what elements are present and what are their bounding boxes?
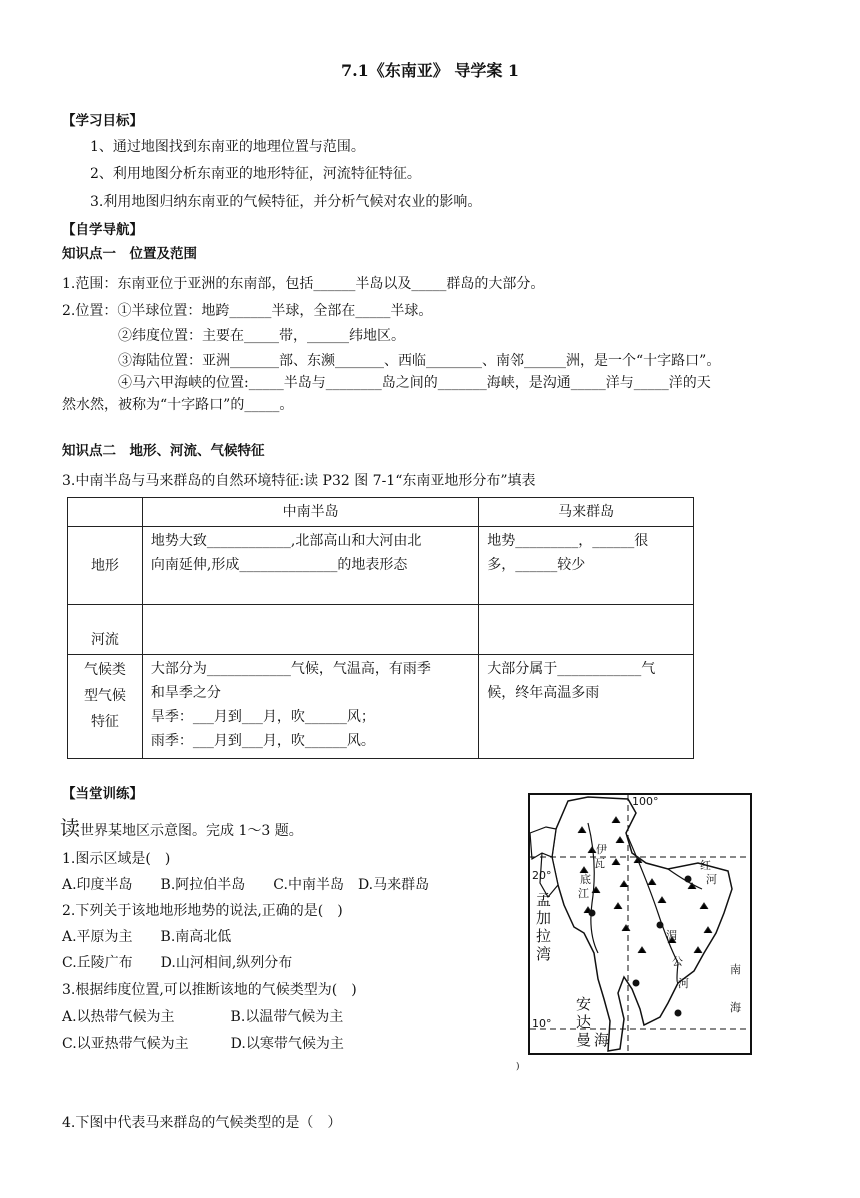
row-label: 气候类 型气候 特征 bbox=[68, 655, 143, 759]
question-line: C.以亚热带气候为主 D.以寒带气候为主 bbox=[62, 1036, 344, 1052]
col-header: 马来群岛 bbox=[479, 498, 694, 527]
question-line: C.丘陵广布 D.山河相间,纵列分布 bbox=[62, 955, 293, 971]
river-label: 江 bbox=[578, 887, 589, 900]
kp1-line: 然水然，被称为“十字路口”的_____。 bbox=[62, 397, 294, 413]
map-caption: ) bbox=[516, 1062, 520, 1072]
kp1-line: 2.位置：①半球位置：地跨______半球，全部在_____半球。 bbox=[62, 303, 433, 319]
question-line: 2.下列关于该地地形地势的说法,正确的是( ) bbox=[62, 903, 343, 919]
region-map bbox=[528, 793, 752, 1055]
kp2-intro: 3.中南半岛与马来群岛的自然环境特征:读 P32 图 7-1“东南亚地形分布”填表 bbox=[62, 473, 536, 489]
bay-label: 拉 bbox=[536, 927, 552, 945]
goal-item: 3.利用地图归纳东南亚的气候特征，并分析气候对农业的影响。 bbox=[90, 194, 482, 210]
question-line: 1.图示区域是( ) bbox=[62, 851, 171, 867]
kp1-line: ③海陆位置：亚洲_______部、东濒_______、西临________、南邻______洲，是一个“十字路口”。 bbox=[118, 353, 721, 369]
lon-label: 100° bbox=[632, 795, 659, 808]
goal-item: 1、通过地图找到东南亚的地理位置与范围。 bbox=[90, 139, 365, 155]
self-study-heading: 【自学导航】 bbox=[62, 222, 143, 238]
sea-label: 安 bbox=[576, 995, 592, 1013]
river-label: 河 bbox=[678, 977, 689, 990]
table-cell: 地势大致____________,北部高山和大河由北 向南延伸,形成______________的地表形态 bbox=[142, 527, 478, 605]
row-label: 河流 bbox=[68, 605, 143, 655]
river-label: 湄 bbox=[666, 929, 677, 942]
table-cell: 地势_________，______很 多，______较少 bbox=[479, 527, 694, 605]
kp1-line: ④马六甲海峡的位置:_____半岛与________岛之间的_______海峡，是沟通_____洋与_____洋的天 bbox=[118, 375, 711, 391]
kp1-line: ②纬度位置：主要在_____带，______纬地区。 bbox=[118, 328, 405, 344]
river-label: 伊 bbox=[596, 843, 607, 856]
question-line: A.印度半岛 B.阿拉伯半岛 C.中南半岛 D.马来群岛 bbox=[62, 877, 430, 893]
kp1-line: 1.范围：东南亚位于亚洲的东南部，包括______半岛以及_____群岛的大部分。 bbox=[62, 276, 545, 292]
bay-label: 湾 bbox=[536, 945, 552, 963]
table-cell bbox=[479, 605, 694, 655]
col-header: 中南半岛 bbox=[142, 498, 478, 527]
feature-table bbox=[67, 497, 694, 759]
practice-heading: 【当堂训练】 bbox=[62, 786, 143, 802]
question-line: A.平原为主 B.南高北低 bbox=[62, 929, 232, 945]
kp2-heading: 知识点二 地形、河流、气候特征 bbox=[62, 443, 265, 459]
river-label: 红 bbox=[700, 859, 711, 872]
question-line: 4.下图中代表马来群岛的气候类型的是（ ） bbox=[62, 1115, 342, 1131]
row-label: 地形 bbox=[68, 527, 143, 605]
goals-heading: 【学习目标】 bbox=[62, 113, 143, 129]
river-label: 河 bbox=[706, 873, 717, 886]
sea-label: 曼 bbox=[576, 1031, 592, 1049]
page-title: 7.1《东南亚》 导学案 1 bbox=[340, 61, 520, 80]
table-cell: 大部分属于____________气 候，终年高温多雨 bbox=[479, 655, 694, 759]
goal-item: 2、利用地图分析东南亚的地形特征，河流特征特征。 bbox=[90, 166, 421, 182]
lat-label: 20° bbox=[532, 869, 552, 882]
sea-label: 海 bbox=[594, 1031, 610, 1049]
river-label: 瓦 bbox=[594, 857, 605, 870]
sea-label: 达 bbox=[576, 1013, 592, 1031]
table-cell bbox=[142, 605, 478, 655]
bay-label: 加 bbox=[536, 909, 552, 927]
bay-label: 孟 bbox=[536, 891, 552, 909]
sea-label: 海 bbox=[730, 1001, 741, 1014]
kp1-heading: 知识点一 位置及范围 bbox=[62, 246, 197, 262]
lat-label: 10° bbox=[532, 1017, 552, 1030]
practice-intro: 读世界某地区示意图。完成 1～3 题。 bbox=[60, 816, 303, 840]
question-line: A.以热带气候为主 B.以温带气候为主 bbox=[62, 1009, 344, 1025]
table-cell: 大部分为____________气候，气温高，有雨季 和旱季之分 旱季：___月到___月，吹______风； 雨季：___月到___月，吹______风。 bbox=[142, 655, 478, 759]
river-label: 公 bbox=[672, 955, 683, 968]
river-label: 底 bbox=[580, 873, 591, 886]
sea-label: 南 bbox=[730, 963, 741, 976]
question-line: 3.根据纬度位置,可以推断该地的气候类型为( ) bbox=[62, 982, 357, 998]
